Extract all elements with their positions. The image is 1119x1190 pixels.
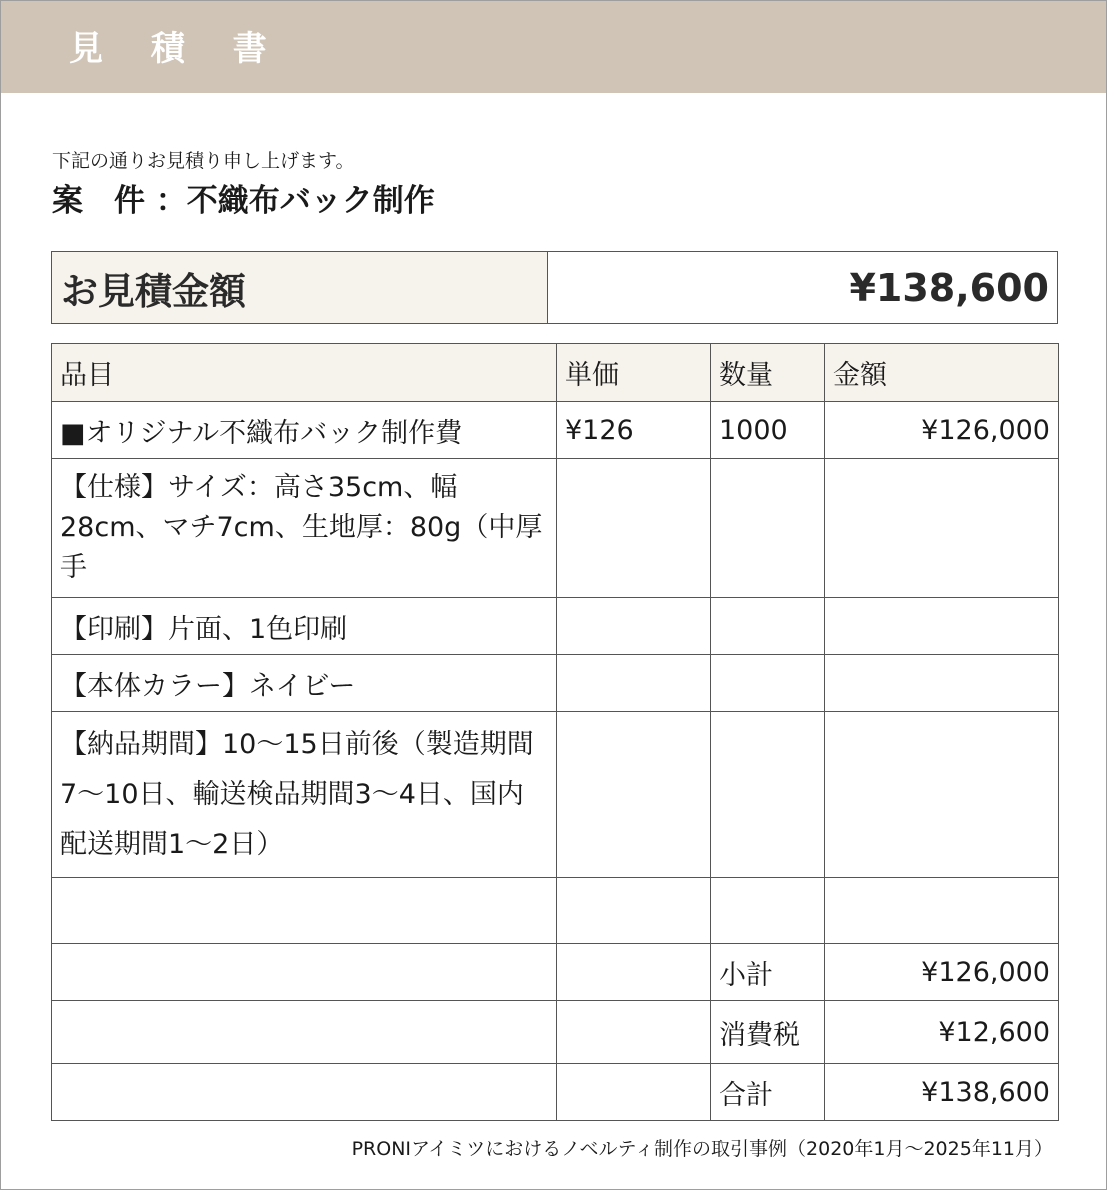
empty-cell bbox=[557, 878, 711, 944]
table-row-print bbox=[52, 598, 1059, 655]
table-row-delivery bbox=[52, 712, 1059, 878]
table-row-main-item bbox=[52, 402, 1059, 459]
line-items-table bbox=[51, 343, 1059, 1121]
document-title: 見 積 書 bbox=[69, 29, 285, 69]
empty-cell bbox=[557, 1064, 711, 1121]
empty-cell bbox=[557, 944, 711, 1001]
empty-cell bbox=[825, 598, 1059, 655]
empty-cell bbox=[711, 712, 825, 878]
header-amount: 金額 bbox=[825, 344, 1059, 402]
empty-cell bbox=[52, 878, 557, 944]
empty-cell bbox=[557, 655, 711, 712]
table-header-row bbox=[52, 344, 1059, 402]
detail-print: 【印刷】片面、1色印刷 bbox=[52, 598, 557, 655]
estimate-total-value: ¥138,600 bbox=[849, 265, 1049, 310]
intro-text: 下記の通りお見積り申し上げます。 bbox=[52, 150, 355, 172]
header-band bbox=[1, 1, 1106, 93]
empty-cell bbox=[557, 598, 711, 655]
empty-cell bbox=[825, 878, 1059, 944]
empty-cell bbox=[711, 655, 825, 712]
empty-cell bbox=[52, 1001, 557, 1064]
subtotal-label: 小計 bbox=[711, 944, 825, 1001]
empty-cell bbox=[557, 1001, 711, 1064]
table-row-subtotal bbox=[52, 944, 1059, 1001]
detail-color: 【本体カラー】ネイビー bbox=[52, 655, 557, 712]
header-quantity: 数量 bbox=[711, 344, 825, 402]
detail-spec: 【仕様】サイズ：高さ35cm、幅28cm、マチ7cm、生地厚：80g（中厚手 bbox=[52, 459, 557, 598]
footer-note: PRONIアイミツにおけるノベルティ制作の取引事例（2020年1月～2025年11月） bbox=[351, 1138, 1053, 1160]
header-item: 品目 bbox=[52, 344, 557, 402]
table-row-tax bbox=[52, 1001, 1059, 1064]
item-amount: ¥126,000 bbox=[825, 402, 1059, 459]
item-name: ■オリジナル不織布バック制作費 bbox=[52, 402, 557, 459]
table-row-grand-total bbox=[52, 1064, 1059, 1121]
tax-value: ¥12,600 bbox=[825, 1001, 1059, 1064]
header-unit-price: 単価 bbox=[557, 344, 711, 402]
table-row-spec bbox=[52, 459, 1059, 598]
grand-total-value: ¥138,600 bbox=[825, 1064, 1059, 1121]
item-unit-price: ¥126 bbox=[557, 402, 711, 459]
empty-cell bbox=[825, 459, 1059, 598]
estimate-total-box bbox=[51, 251, 1058, 324]
tax-label: 消費税 bbox=[711, 1001, 825, 1064]
empty-cell bbox=[557, 712, 711, 878]
empty-cell bbox=[52, 1064, 557, 1121]
subject-line: 案 件 ：不織布バック制作 bbox=[52, 183, 435, 219]
empty-cell bbox=[557, 459, 711, 598]
subtotal-value: ¥126,000 bbox=[825, 944, 1059, 1001]
grand-total-label: 合計 bbox=[711, 1064, 825, 1121]
empty-cell bbox=[711, 459, 825, 598]
estimate-total-label: お見積金額 bbox=[52, 252, 548, 323]
empty-cell bbox=[711, 878, 825, 944]
item-quantity: 1000 bbox=[711, 402, 825, 459]
table-row-color bbox=[52, 655, 1059, 712]
empty-cell bbox=[52, 944, 557, 1001]
empty-cell bbox=[825, 655, 1059, 712]
detail-delivery: 【納品期間】10～15日前後（製造期間7～10日、輸送検品期間3～4日、国内配送期間1～2日） bbox=[52, 712, 557, 878]
empty-cell bbox=[711, 598, 825, 655]
empty-cell bbox=[825, 712, 1059, 878]
table-row-blank bbox=[52, 878, 1059, 944]
